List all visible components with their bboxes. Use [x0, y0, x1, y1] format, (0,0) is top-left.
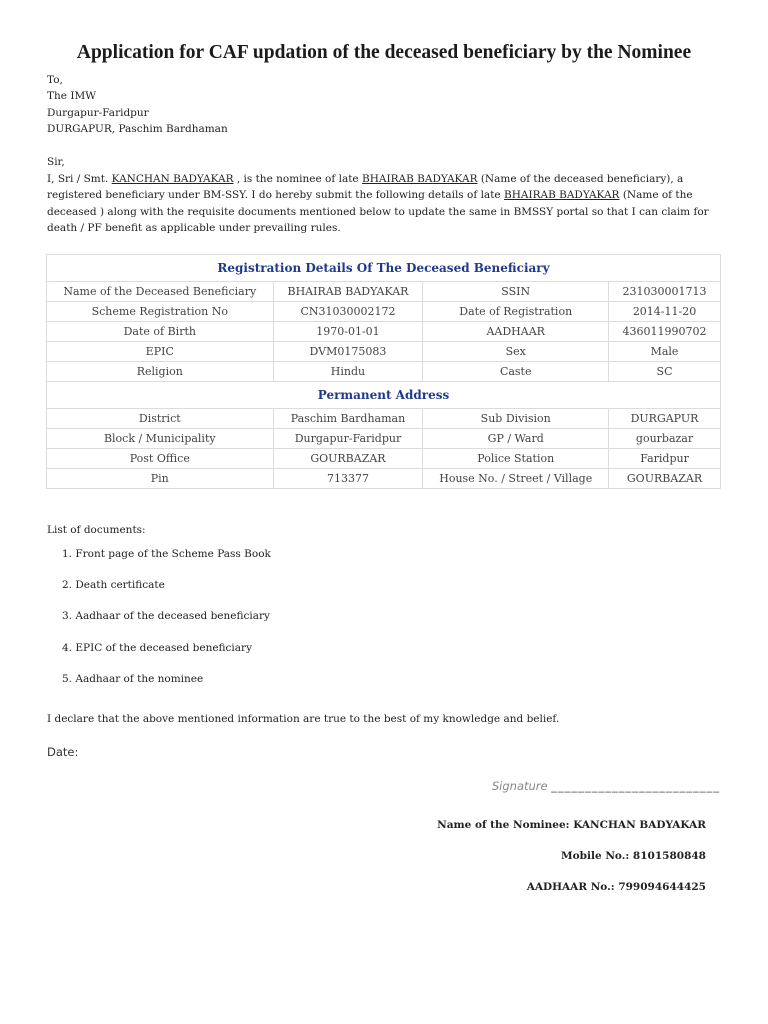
- table-cell: AADHAAR: [423, 322, 609, 342]
- signature-field: [492, 779, 720, 793]
- salutation: Sir,: [47, 156, 65, 168]
- letter-text-3: (Name of the deceased beneficiary), a registered beneficiary under BM-SSY. I do hereby submit the following details of late: [47, 172, 684, 202]
- table-cell: SSIN: [423, 282, 609, 302]
- table-row: [47, 342, 721, 362]
- table-cell: Sub Division: [423, 409, 609, 429]
- table-cell: BHAIRAB BADYAKAR: [273, 282, 423, 302]
- recipient-address: [47, 72, 228, 138]
- table-cell: 1970-01-01: [273, 322, 423, 342]
- table-row: [47, 302, 721, 322]
- list-item: 5. Aadhaar of the nominee: [62, 672, 204, 685]
- permanent-address-heading: Permanent Address: [47, 382, 721, 409]
- list-item: 2. Death certificate: [62, 579, 165, 592]
- table-cell: GOURBAZAR: [273, 449, 423, 469]
- list-item: 4. EPIC of the deceased beneficiary: [62, 641, 252, 654]
- table-cell: SC: [609, 362, 721, 382]
- table-cell: 231030001713: [609, 282, 721, 302]
- table-cell: CN31030002172: [273, 302, 423, 322]
- address-line-3: DURGAPUR, Paschim Bardhaman: [47, 123, 228, 136]
- documents-heading: List of documents:: [47, 524, 146, 536]
- nominee-mobile: Mobile No.: 8101580848: [561, 850, 706, 862]
- nominee-name: KANCHAN BADYAKAR: [111, 172, 234, 185]
- letter-text-2: , is the nominee of late: [236, 172, 359, 185]
- table-cell: GP / Ward: [423, 429, 609, 449]
- signature-label: Signature: [491, 779, 548, 793]
- table-row: [47, 322, 721, 342]
- table-cell: House No. / Street / Village: [423, 469, 609, 489]
- table-row: [47, 469, 721, 489]
- address-to: To,: [47, 74, 63, 86]
- table-cell: Paschim Bardhaman: [273, 409, 423, 429]
- declaration-text: I declare that the above mentioned information are true to the best of my knowledge and belief.: [47, 713, 560, 725]
- table-cell: Pin: [47, 469, 274, 489]
- table-cell: Scheme Registration No: [47, 302, 274, 322]
- table-cell: Date of Birth: [47, 322, 274, 342]
- table-cell: GOURBAZAR: [609, 469, 721, 489]
- table-cell: 713377: [273, 469, 423, 489]
- deceased-name-repeat: BHAIRAB BADYAKAR: [503, 189, 620, 202]
- documents-list: [62, 548, 271, 704]
- letter-body: [47, 154, 727, 237]
- table-row: [47, 409, 721, 429]
- address-line-2: Durgapur-Faridpur: [47, 106, 149, 119]
- registration-heading: Registration Details Of The Deceased Beneficiary: [47, 255, 721, 282]
- table-row: [47, 362, 721, 382]
- table-cell: Durgapur-Faridpur: [273, 429, 423, 449]
- table-cell: District: [47, 409, 274, 429]
- table-cell: Block / Municipality: [47, 429, 274, 449]
- list-item: 1. Front page of the Scheme Pass Book: [62, 548, 271, 560]
- table-row: [47, 449, 721, 469]
- table-cell: Hindu: [273, 362, 423, 382]
- table-cell: Sex: [423, 342, 609, 362]
- letter-text-4: (Name of the deceased ) along with the requisite documents mentioned below to update the same in BMSSY portal so that I can claim for death / PF benefit as applicable under prevailing rules.: [47, 189, 709, 235]
- page-title: Application for CAF updation of the deceased beneficiary by the Nominee: [76, 42, 692, 63]
- nominee-name-line: Name of the Nominee: KANCHAN BADYAKAR: [437, 819, 706, 831]
- date-label: Date:: [47, 745, 79, 759]
- letter-text-1: I, Sri / Smt.: [47, 172, 109, 185]
- table-cell: Religion: [47, 362, 274, 382]
- table-cell: DURGAPUR: [609, 409, 721, 429]
- address-line-1: The IMW: [47, 90, 97, 103]
- table-cell: gourbazar: [609, 429, 721, 449]
- table-cell: Police Station: [423, 449, 609, 469]
- table-cell: Caste: [423, 362, 609, 382]
- table-cell: Faridpur: [609, 449, 721, 469]
- letter-paragraph: [47, 171, 727, 237]
- table-cell: Name of the Deceased Beneficiary: [47, 282, 274, 302]
- table-row: [47, 429, 721, 449]
- table-cell: 436011990702: [609, 322, 721, 342]
- table-cell: Date of Registration: [423, 302, 609, 322]
- table-row: [47, 282, 721, 302]
- signature-line: _________________________: [551, 779, 720, 793]
- table-cell: DVM0175083: [273, 342, 423, 362]
- registration-table: [46, 254, 721, 489]
- table-cell: Male: [609, 342, 721, 362]
- table-cell: Post Office: [47, 449, 274, 469]
- deceased-name: BHAIRAB BADYAKAR: [362, 172, 478, 185]
- nominee-aadhaar: AADHAAR No.: 799094644425: [526, 881, 706, 893]
- list-item: 3. Aadhaar of the deceased beneficiary: [62, 610, 270, 623]
- table-cell: EPIC: [47, 342, 274, 362]
- table-cell: 2014-11-20: [609, 302, 721, 322]
